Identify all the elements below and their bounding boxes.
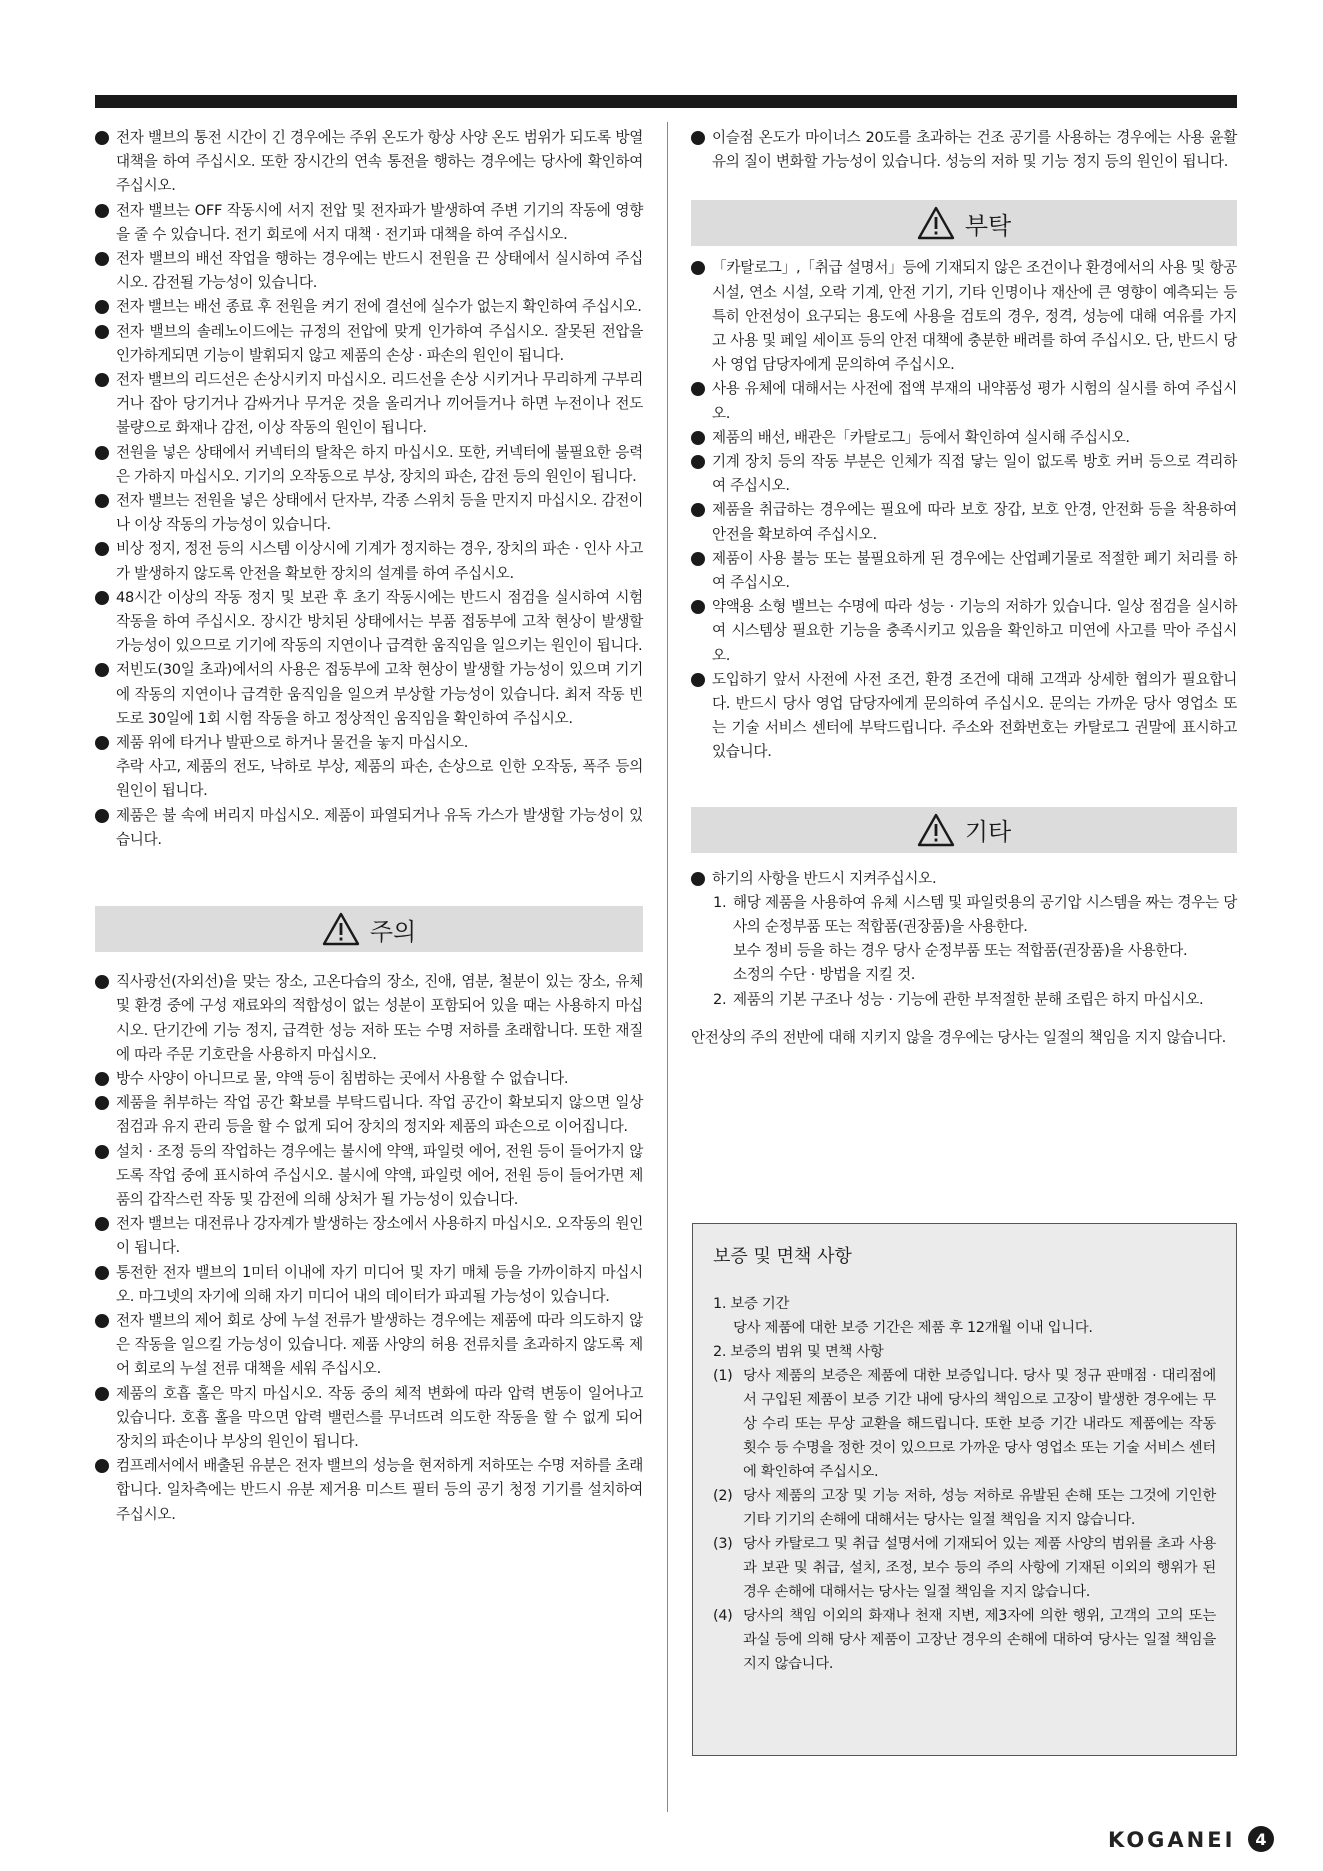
warranty-item: (4) 당사의 책임 이외의 화재나 천재 지변, 제3자에 의한 행위, 고객의 고의 또는 과실 등에 의해 당사 제품이 고장난 경우의 손해에 대하여 당사는 일절 책임을 지지 않습니다. bbox=[713, 1608, 1216, 1672]
other-title: 기타 bbox=[964, 818, 1012, 847]
caution-banner bbox=[95, 906, 643, 952]
left-column bbox=[95, 126, 643, 1527]
bullet-icon bbox=[95, 736, 109, 750]
bullet-icon bbox=[691, 872, 705, 886]
bullet-icon bbox=[691, 503, 705, 517]
list-item: 도입하기 앞서 사전에 사전 조건, 환경 조건에 대해 고객과 상세한 협의가 필요합니다. 반드시 당사 영업 담당자에게 문의하여 주십시오. 문의는 가까운 당사 영업소 또는 기술 서비스 센터에 부탁드립니다. 주소와 전화번호는 카탈로그 권말에 표시하고 있습니다. bbox=[691, 668, 1237, 765]
bullet-icon bbox=[95, 1459, 109, 1473]
list-item: 컴프레서에서 배출된 유분은 전자 밸브의 성능을 현저하게 저하또는 수명 저하를 초래합니다. 일차측에는 반드시 유분 제거용 미스트 필터 등의 공기 청정 기기를 설치하여 주십시오. bbox=[95, 1454, 643, 1527]
bullet-icon bbox=[95, 1387, 109, 1401]
caution-title: 주의 bbox=[369, 917, 417, 946]
bullet-icon bbox=[95, 1314, 109, 1328]
list-item: 기계 장치 등의 작동 부분은 인체가 직접 닿는 일이 없도록 방호 커버 등으로 격리하여 주십시오. bbox=[691, 450, 1237, 498]
list-item: 전원을 넣은 상태에서 커넥터의 탈착은 하지 마십시오. 또한, 커넥터에 불필요한 응력은 가하지 마십시오. 기기의 오작동으로 부상, 장치의 파손, 감전 등의 원인이 됩니다. bbox=[95, 441, 643, 489]
list-item: 제품을 취급하는 경우에는 필요에 따라 보호 장갑, 보호 안경, 안전화 등을 착용하여 안전을 확보하여 주십시오. bbox=[691, 498, 1237, 546]
list-item: 사용 유체에 대해서는 사전에 접액 부재의 내약품성 평가 시험의 실시를 하여 주십시오. bbox=[691, 377, 1237, 425]
list-item: 제품을 취부하는 작업 공간 확보를 부탁드립니다. 작업 공간이 확보되지 않으면 일상 점검과 유지 관리 등을 할 수 없게 되어 장치의 정지와 제품의 파손으로 이어집니다. bbox=[95, 1091, 643, 1139]
warning-list bbox=[95, 126, 643, 852]
list-item: 제품의 배선, 배관은「카탈로그」등에서 확인하여 실시해 주십시오. bbox=[691, 426, 1237, 450]
warranty-item: (2) 당사 제품의 고장 및 기능 저하, 성능 저하로 유발된 손해 또는 그것에 기인한 기타 기기의 손해에 대해서는 당사는 일절 책임을 지지 않습니다. bbox=[713, 1488, 1216, 1528]
list-item: 제품은 불 속에 버리지 마십시오. 제품이 파열되거나 유독 가스가 발생할 가능성이 있습니다. bbox=[95, 804, 643, 852]
bullet-icon bbox=[95, 1072, 109, 1086]
bullet-icon bbox=[95, 131, 109, 145]
request-title: 부탁 bbox=[964, 211, 1012, 240]
bullet-icon bbox=[691, 455, 705, 469]
bullet-icon bbox=[95, 663, 109, 677]
closing-statement: 안전상의 주의 전반에 대해 지키지 않을 경우에는 당사는 일절의 책임을 지지 않습니다. bbox=[691, 1028, 1226, 1046]
list-item: 전자 밸브의 리드선은 손상시키지 마십시오. 리드선을 손상 시키거나 무리하게 구부리거나 잡아 당기거나 감싸거나 무거운 것을 올리거나 끼어들거나 하면 누전이나 전도 불량으로 화재나 감전, 이상 작동의 원인이 됩니다. bbox=[95, 368, 643, 441]
warranty-item: (3) 당사 카탈로그 및 취급 설명서에 기재되어 있는 제품 사양의 범위를 초과 사용과 보관 및 취급, 설치, 조정, 보수 등의 주의 사항에 기재된 이외의 행위가 된 경우 손해에 대해서는 당사는 일절 책임을 지지 않습니다. bbox=[713, 1536, 1216, 1600]
request-list bbox=[691, 256, 1237, 764]
list-item: 직사광선(자외선)을 맞는 장소, 고온다습의 장소, 진애, 염분, 철분이 있는 장소, 유체 및 환경 중에 구성 재료와의 적합성이 없는 성분이 포함되어 있을 때는 사용하지 마십시오. 단기간에 기능 정지, 급격한 성능 저하 또는 수명 저하를 초래합니다. 또한 재질에 따라 주문 기호란을 사용하지 마십시오. bbox=[95, 970, 643, 1067]
bullet-icon bbox=[691, 261, 705, 275]
list-item: 방수 사양이 아니므로 물, 약액 등이 침범하는 곳에서 사용할 수 없습니다. bbox=[95, 1067, 643, 1091]
list-item: 「카탈로그」,「취급 설명서」등에 기재되지 않은 조건이나 환경에서의 사용 및 항공 시설, 연소 시설, 오락 기계, 안전 기기, 기타 인명이나 재산에 큰 영향이 예측되는 등 특히 안전성이 요구되는 용도에 사용을 검토의 경우, 정격, 성능에 대해 여유를 가지고 사용 및 페일 세이프 등의 안전 대책에 충분한 배려를 하여 주십시오. 단, 반드시 당사 영업 담당자에게 문의하여 주십시오. bbox=[691, 256, 1237, 377]
bullet-icon bbox=[95, 1145, 109, 1159]
list-item: 48시간 이상의 작동 정지 및 보관 후 초기 작동시에는 반드시 점검을 실시하여 시험 작동을 하여 주십시오. 장시간 방치된 상태에서는 부품 접동부에 고착 현상이 발생할 가능성이 있으므로 기기에 작동의 지연이나 급격한 움직임을 일으키는 원인이 됩니다. bbox=[95, 586, 643, 659]
bullet-icon bbox=[95, 591, 109, 605]
warranty-title: 보증 및 면책 사항 bbox=[713, 1246, 852, 1267]
list-item: 전자 밸브의 솔레노이드에는 규정의 전압에 맞게 인가하여 주십시오. 잘못된 전압을 인가하게되면 기능이 발휘되지 않고 제품의 손상 · 파손의 원인이 됩니다. bbox=[95, 320, 643, 368]
bullet-icon bbox=[691, 382, 705, 396]
list-item: 전자 밸브는 전원을 넣은 상태에서 단자부, 각종 스위치 등을 만지지 마십시오. 감전이나 이상 작동의 가능성이 있습니다. bbox=[95, 489, 643, 537]
list-item: 1. 해당 제품을 사용하여 유체 시스템 및 파일럿용의 공기압 시스템을 짜는 경우는 당사의 순정부품 또는 적합품(권장품)을 사용한다. 보수 정비 등을 하는 경우 당사 순정부품 또는 적합품(권장품)을 사용한다. 소정의 수단 · 방법을 지킬 것. bbox=[713, 893, 1237, 984]
list-item: 제품의 호흡 홀은 막지 마십시오. 작동 중의 체적 변화에 따라 압력 변동이 일어나고 있습니다. 호흡 홀을 막으면 압력 밸런스를 무너뜨려 의도한 작동을 할 수 없게 되어 장치의 파손이나 부상의 원인이 됩니다. bbox=[95, 1382, 643, 1455]
bullet-icon bbox=[95, 1266, 109, 1280]
bullet-icon bbox=[95, 204, 109, 218]
bullet-icon bbox=[691, 131, 705, 145]
bullet-icon bbox=[95, 542, 109, 556]
top-rule bbox=[95, 95, 1237, 108]
warranty-box bbox=[692, 1223, 1237, 1756]
bullet-icon bbox=[691, 431, 705, 445]
list-item: 전자 밸브의 배선 작업을 행하는 경우에는 반드시 전원을 끈 상태에서 실시하여 주십시오. 감전될 가능성이 있습니다. bbox=[95, 247, 643, 295]
right-column bbox=[691, 126, 1237, 1050]
column-divider bbox=[667, 122, 668, 1812]
warranty-item: (1) 당사 제품의 보증은 제품에 대한 보증입니다. 당사 및 정규 판매점 · 대리점에서 구입된 제품이 보증 기간 내에 당사의 책임으로 고장이 발생한 경우에는 무상 수리 또는 무상 교환을 해드립니다. 또한 보증 기간 내라도 제품에는 작동 횟수 등 수명을 정한 것이 있으므로 가까운 당사 영업소 또는 기술 서비스 센터에 확인하여 주십시오. bbox=[713, 1368, 1216, 1480]
list-item: 전자 밸브의 제어 회로 상에 누설 전류가 발생하는 경우에는 제품에 따라 의도하지 않은 작동을 일으킬 가능성이 있습니다. 제품 사양의 허용 전류치를 초과하지 않도록 제어 회로의 누설 전류 대책을 세워 주십시오. bbox=[95, 1309, 643, 1382]
list-item: 비상 정지, 정전 등의 시스템 이상시에 기계가 정지하는 경우, 장치의 파손 · 인사 사고가 발생하지 않도록 안전을 확보한 장치의 설계를 하여 주십시오. bbox=[95, 537, 643, 585]
request-banner bbox=[691, 200, 1237, 246]
list-item: 제품 위에 타거나 발판으로 하거나 물건을 놓지 마십시오. 추락 사고, 제품의 전도, 낙하로 부상, 제품의 파손, 손상으로 인한 오작동, 폭주 등의 원인이 됩니다. bbox=[95, 731, 643, 804]
caution-list bbox=[95, 970, 643, 1527]
list-item: 전자 밸브의 통전 시간이 긴 경우에는 주위 온도가 항상 사양 온도 범위가 되도록 방열 대책을 하여 주십시오. 또한 장시간의 연속 통전을 행하는 경우에는 당사에 확인하여 주십시오. bbox=[95, 126, 643, 199]
list-item: 전자 밸브는 대전류나 강자계가 발생하는 장소에서 사용하지 마십시오. 오작동의 원인이 됩니다. bbox=[95, 1212, 643, 1260]
list-item: 전자 밸브는 배선 종료 후 전원을 켜기 전에 결선에 실수가 없는지 확인하여 주십시오. bbox=[95, 295, 643, 319]
list-item: 통전한 전자 밸브의 1미터 이내에 자기 미디어 및 자기 매체 등을 가까이하지 마십시오. 마그넷의 자기에 의해 자기 미디어 내의 데이터가 파괴될 가능성이 있습니다. bbox=[95, 1261, 643, 1309]
bullet-icon bbox=[95, 809, 109, 823]
bullet-icon bbox=[95, 494, 109, 508]
bullet-icon bbox=[95, 1217, 109, 1231]
list-item: 이슬점 온도가 마이너스 20도를 초과하는 건조 공기를 사용하는 경우에는 사용 윤활유의 질이 변화할 가능성이 있습니다. 성능의 저하 및 기능 정지 등의 원인이 됩니다. bbox=[691, 126, 1237, 174]
bullet-icon bbox=[95, 300, 109, 314]
other-banner bbox=[691, 807, 1237, 853]
bullet-icon bbox=[691, 673, 705, 687]
bullet-icon bbox=[691, 552, 705, 566]
list-item: 전자 밸브는 OFF 작동시에 서지 전압 및 전자파가 발생하여 주변 기기의 작동에 영향을 줄 수 있습니다. 전기 회로에 서지 대책 · 전기파 대책을 하여 주십시오. bbox=[95, 199, 643, 247]
warning-triangle-icon bbox=[917, 206, 955, 240]
dew-point-list bbox=[691, 126, 1237, 174]
list-item: 제품이 사용 불능 또는 불필요하게 된 경우에는 산업폐기물로 적절한 폐기 처리를 하여 주십시오. bbox=[691, 547, 1237, 595]
warranty-scope-heading: 2. 보증의 범위 및 면책 사항 bbox=[713, 1344, 884, 1360]
warning-triangle-icon bbox=[917, 813, 955, 847]
bullet-icon bbox=[95, 325, 109, 339]
list-item: 설치 · 조정 등의 작업하는 경우에는 불시에 약액, 파일럿 에어, 전원 등이 들어가지 않도록 작업 중에 표시하여 주십시오. 불시에 약액, 파일럿 에어, 전원 등이 들어가면 제품의 갑작스런 작동 및 감전에 의해 상처가 될 가능성이 있습니다. bbox=[95, 1140, 643, 1213]
list-item: 약액용 소형 밸브는 수명에 따라 성능 · 기능의 저하가 있습니다. 일상 점검을 실시하여 시스템상 필요한 기능을 충족시키고 있음을 확인하고 미연에 사고를 막아 주십시오. bbox=[691, 595, 1237, 668]
warning-triangle-icon bbox=[322, 912, 360, 946]
list-item: 하기의 사항을 반드시 지켜주십시오. bbox=[691, 867, 1237, 891]
other-list bbox=[691, 867, 1237, 891]
page-number: 4 bbox=[1248, 1826, 1274, 1852]
bullet-icon bbox=[691, 600, 705, 614]
list-item: 2. 제품의 기본 구조나 성능 · 기능에 관한 부적절한 분해 조립은 하지 마십시오. bbox=[713, 990, 1204, 1008]
warranty-period-heading: 1. 보증 기간 bbox=[713, 1296, 790, 1312]
koganei-logo: KOGANEI bbox=[1108, 1828, 1236, 1852]
bullet-icon bbox=[95, 446, 109, 460]
other-numbered-list bbox=[691, 891, 1237, 1012]
bullet-icon bbox=[95, 373, 109, 387]
bullet-icon bbox=[95, 1096, 109, 1110]
bullet-icon bbox=[95, 975, 109, 989]
warranty-period-text: 당사 제품에 대한 보증 기간은 제품 후 12개월 이내 입니다. bbox=[733, 1320, 1093, 1336]
list-item: 저빈도(30일 초과)에서의 사용은 접동부에 고착 현상이 발생할 가능성이 있으며 기기에 작동의 지연이나 급격한 움직임을 일으켜 부상할 가능성이 있습니다. 최저 작동 빈도로 30일에 1회 시험 작동을 하고 정상적인 움직임을 확인하여 주십시오. bbox=[95, 658, 643, 731]
bullet-icon bbox=[95, 252, 109, 266]
